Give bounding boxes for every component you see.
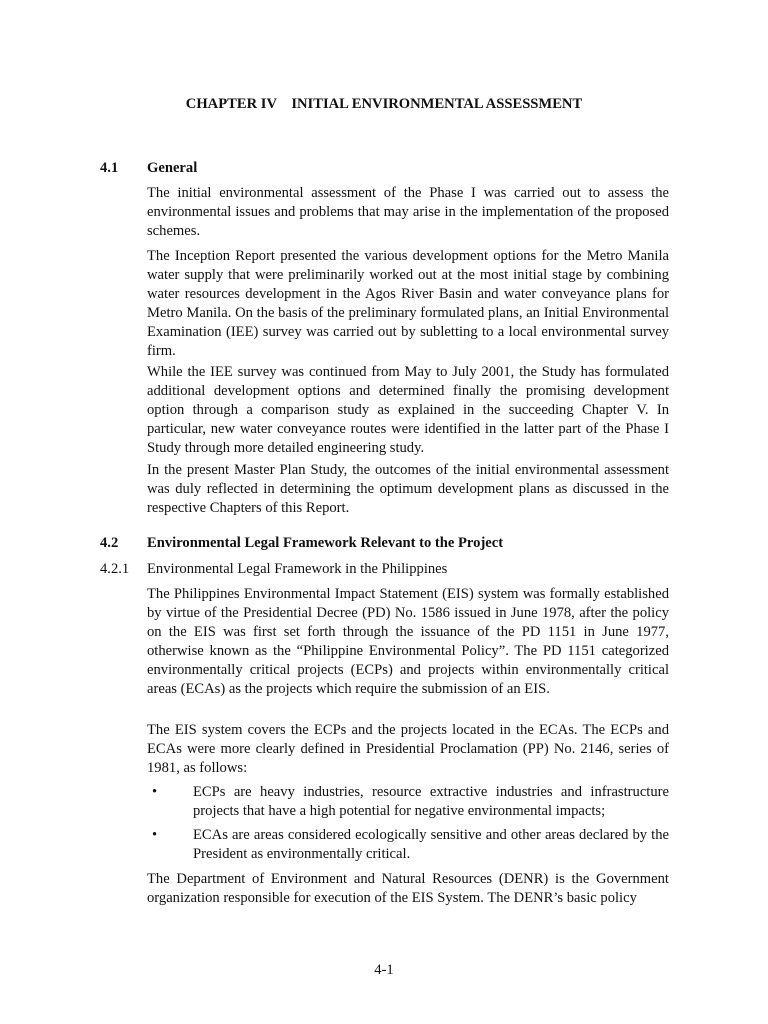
bullet-marker: • bbox=[152, 827, 158, 843]
section-heading-4-2 bbox=[100, 535, 680, 552]
section-title: Environmental Legal Framework Relevant to the Project bbox=[147, 535, 504, 551]
paragraph: While the IEE survey was continued from May to July 2001, the Study has formulated additional development options and determined finally the promising development option through a comparison study as explained in the succeeding Chapter V. In particular, new water conveyance routes were identified in the latter part of the Phase I Study through more detailed engineering study. bbox=[147, 364, 669, 456]
subsection-number: 4.2.1 bbox=[100, 561, 130, 577]
chapter-title: CHAPTER IV INITIAL ENVIRONMENTAL ASSESSMENT bbox=[185, 96, 583, 112]
section-title: General bbox=[147, 160, 198, 176]
list-item-text: ECPs are heavy industries, resource extractive industries and infrastructure projects that have a high potential for negative environmental impacts; bbox=[193, 784, 669, 819]
bullet-marker: • bbox=[152, 784, 158, 800]
section-number: 4.2 bbox=[100, 535, 119, 551]
paragraph: The EIS system covers the ECPs and the projects located in the ECAs. The ECPs and ECAs were more clearly defined in Presidential Proclamation (PP) No. 2146, series of 1981, as follows: bbox=[147, 722, 669, 776]
section-number: 4.1 bbox=[100, 160, 119, 176]
paragraph: The Inception Report presented the various development options for the Metro Manila water supply that were preliminarily worked out at the most initial stage by combining water resources development in the Agos River Basin and water conveyance plans for Metro Manila. On the basis of the preliminary formulated plans, an Initial Environmental Examination (IEE) survey was carried out by subletting to a local environmental survey firm. bbox=[147, 248, 669, 359]
section-heading-4-1 bbox=[100, 160, 680, 177]
page-number: 4-1 bbox=[374, 962, 394, 978]
list-item-text: ECAs are areas considered ecologically sensitive and other areas declared by the President as environmentally critical. bbox=[193, 827, 669, 862]
list-item bbox=[152, 783, 669, 821]
subsection-title: Environmental Legal Framework in the Philippines bbox=[147, 561, 448, 577]
subsection-heading-4-2-1 bbox=[100, 561, 680, 578]
list-item bbox=[152, 826, 669, 864]
paragraph: The Department of Environment and Natural Resources (DENR) is the Government organization responsible for execution of the EIS System. The DENR’s basic policy bbox=[147, 871, 669, 906]
paragraph: The Philippines Environmental Impact Statement (EIS) system was formally established by virtue of the Presidential Decree (PD) No. 1586 issued in June 1978, after the policy on the EIS was first set forth through the issuance of the PD 1151 in June 1977, otherwise known as the “Philippine Environmental Policy”. The PD 1151 categorized environmentally critical projects (ECPs) and projects within environmentally critical areas (ECAs) as the projects which require the submission of an EIS. bbox=[147, 586, 669, 697]
paragraph: The initial environmental assessment of the Phase I was carried out to assess the environmental issues and problems that may arise in the implementation of the proposed schemes. bbox=[147, 185, 669, 239]
paragraph: In the present Master Plan Study, the outcomes of the initial environmental assessment was duly reflected in determining the optimum development plans as discussed in the respective Chapters of this Report. bbox=[147, 462, 669, 516]
